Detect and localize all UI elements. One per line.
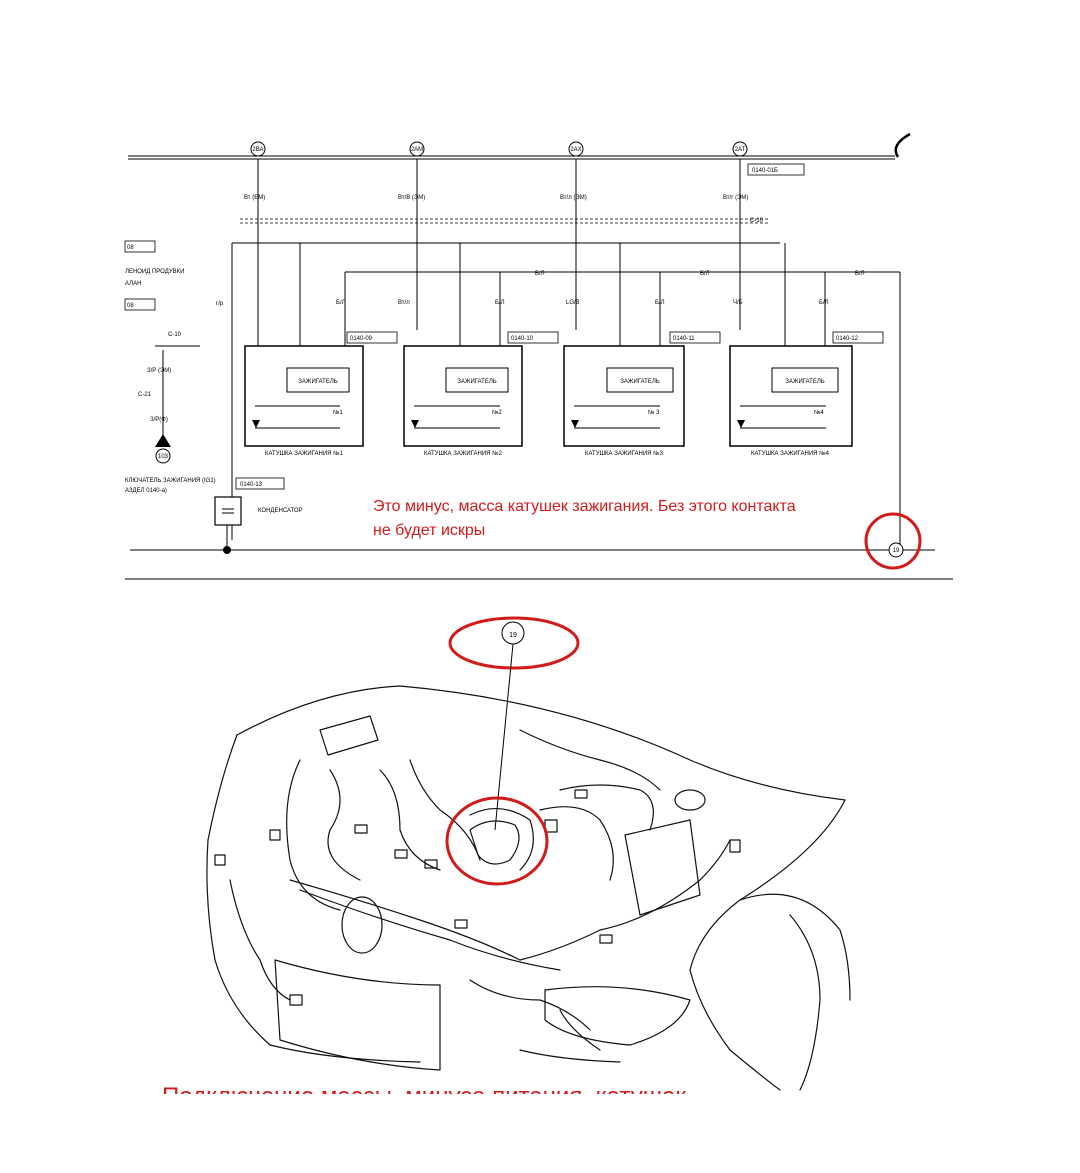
svg-text:ЗАЖИГАТЕЛЬ: ЗАЖИГАТЕЛЬ bbox=[298, 379, 338, 385]
schematic-panel bbox=[125, 114, 953, 600]
svg-text:2АХ: 2АХ bbox=[570, 147, 582, 153]
svg-text:№ 3: № 3 bbox=[648, 410, 660, 416]
svg-text:Вт/л (ЭМ): Вт/л (ЭМ) bbox=[560, 195, 587, 201]
svg-text:З/Р(Ф): З/Р(Ф) bbox=[150, 417, 168, 423]
svg-text:ЗАЖИГАТЕЛЬ: ЗАЖИГАТЕЛЬ bbox=[785, 379, 825, 385]
svg-text:З/Р (ЭМ): З/Р (ЭМ) bbox=[147, 368, 172, 374]
bus-ref-label: 0140-01Б bbox=[752, 168, 778, 174]
svg-text:№1: №1 bbox=[333, 410, 343, 416]
svg-text:КОНДЕНСАТОР: КОНДЕНСАТОР bbox=[258, 508, 303, 514]
svg-text:КАТУШКА ЗАЖИГАНИЯ №2: КАТУШКА ЗАЖИГАНИЯ №2 bbox=[424, 451, 502, 457]
svg-text:0140-10: 0140-10 bbox=[511, 336, 534, 342]
svg-text:0140-12: 0140-12 bbox=[836, 336, 859, 342]
svg-text:ЗАЖИГАТЕЛЬ: ЗАЖИГАТЕЛЬ bbox=[457, 379, 497, 385]
bl-label-1: Б/Л bbox=[535, 271, 545, 277]
svg-text:№2: №2 bbox=[492, 410, 502, 416]
engine-bay-illustration bbox=[207, 618, 850, 1090]
svg-text:2АТ: 2АТ bbox=[734, 147, 746, 153]
svg-text:КАТУШКА ЗАЖИГАНИЯ №4: КАТУШКА ЗАЖИГАНИЯ №4 bbox=[751, 451, 829, 457]
svg-text:г/р: г/р bbox=[216, 301, 224, 307]
bottom-caption-area bbox=[140, 1083, 860, 1114]
svg-text:0140-09: 0140-09 bbox=[350, 336, 373, 342]
svg-text:2ВА: 2ВА bbox=[252, 147, 264, 153]
svg-text:Вт/В (ЭМ): Вт/В (ЭМ) bbox=[398, 195, 426, 201]
bl-label-2: Б/Л bbox=[700, 271, 710, 277]
svg-text:08: 08 bbox=[127, 245, 134, 251]
svg-text:103: 103 bbox=[157, 454, 169, 460]
svg-text:КАТУШКА ЗАЖИГАНИЯ №1: КАТУШКА ЗАЖИГАНИЯ №1 bbox=[265, 451, 343, 457]
svg-text:Ч/Б: Ч/Б bbox=[733, 300, 743, 306]
svg-text:ЛЕНОИД ПРОДУВКИ: ЛЕНОИД ПРОДУВКИ bbox=[125, 269, 185, 275]
svg-text:Б/Л: Б/Л bbox=[819, 300, 829, 306]
annotation-line-1: Это минус, масса катушек зажигания. Без этого контакта bbox=[373, 498, 796, 515]
svg-text:Б/Л: Б/Л bbox=[495, 300, 505, 306]
svg-text:№4: №4 bbox=[814, 410, 824, 416]
annotation-line-2: не будет искры bbox=[373, 522, 486, 539]
svg-text:Б/Л: Б/Л bbox=[655, 300, 665, 306]
svg-text:ЗАЖИГАТЕЛЬ: ЗАЖИГАТЕЛЬ bbox=[620, 379, 660, 385]
connector-c10-top: С-10 bbox=[750, 218, 764, 224]
svg-text:С-10: С-10 bbox=[168, 332, 182, 338]
svg-text:08: 08 bbox=[127, 303, 134, 309]
svg-text:АЛАН: АЛАН bbox=[125, 281, 142, 287]
svg-text:19: 19 bbox=[892, 548, 900, 554]
svg-text:Б/Л: Б/Л bbox=[336, 300, 346, 306]
svg-text:Вт/л: Вт/л bbox=[398, 300, 410, 306]
svg-text:0140-11: 0140-11 bbox=[673, 336, 695, 342]
svg-text:Вт (ЕМ): Вт (ЕМ) bbox=[244, 195, 266, 201]
svg-text:КАТУШКА ЗАЖИГАНИЯ №3: КАТУШКА ЗАЖИГАНИЯ №3 bbox=[585, 451, 663, 457]
svg-text:2АМ: 2АМ bbox=[410, 147, 424, 153]
bl-label-3: Б/Л bbox=[855, 271, 865, 277]
svg-text:С-21: С-21 bbox=[138, 392, 152, 398]
svg-text:0140-13: 0140-13 bbox=[240, 482, 263, 488]
svg-text:АЗДЕЛ 0140-а): АЗДЕЛ 0140-а) bbox=[125, 488, 167, 494]
svg-text:КЛЮЧАТЕЛЬ ЗАЖИГАНИЯ (IG1): КЛЮЧАТЕЛЬ ЗАЖИГАНИЯ (IG1) bbox=[125, 478, 216, 484]
svg-text:Вт/г (ЭМ): Вт/г (ЭМ) bbox=[723, 195, 749, 201]
callout-number: 19 bbox=[509, 632, 517, 639]
svg-text:LG/B: LG/B bbox=[566, 300, 580, 306]
